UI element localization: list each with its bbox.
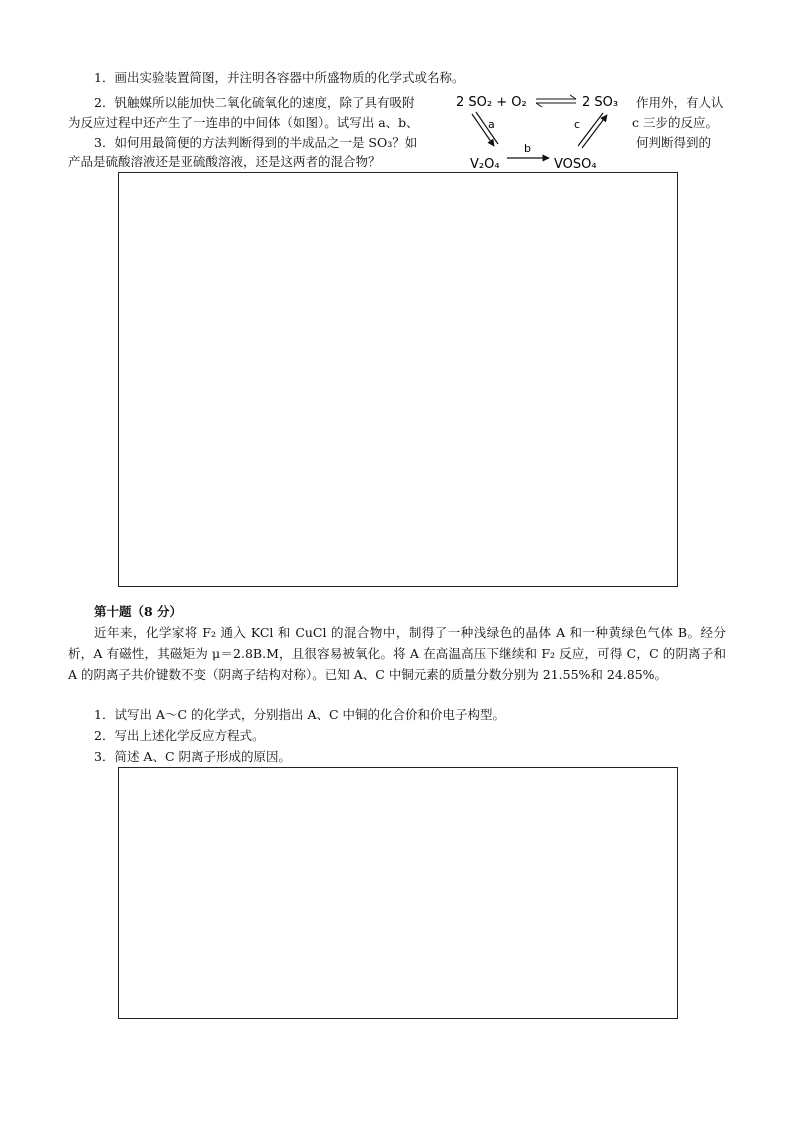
diagram-reactants: 2 SO₂ + O₂ bbox=[456, 95, 527, 110]
diagram-product: 2 SO₃ bbox=[582, 95, 619, 110]
step-c-arrow bbox=[582, 115, 607, 148]
reaction-cycle-diagram bbox=[452, 88, 636, 174]
q9-item-3-line-1: 3．如何用最简便的方法判断得到的半成品之一是 SO₃？如 bbox=[94, 135, 418, 150]
step-c-label: c bbox=[574, 118, 581, 131]
diagram-v2o4: V₂O₄ bbox=[470, 157, 500, 172]
q10-paragraph: 近年来，化学家将 F₂ 通入 KCl 和 CuCl 的混合物中，制得了一种浅绿色的晶体 A 和一种黄绿色气体 B。经分析，A 有磁性，其磁矩为 μ＝2.8B.M，且很容易被氧化。将 A 在高温高压下继续和 F₂ 反应，可得 C，C 的阴离子和 A 的阴离子共价键数不变（阴离子结构对称）。已知 A、C 中铜元素的质量分数分别为 21.55%和 24.85%。 bbox=[68, 625, 726, 682]
q10-answer-box[interactable] bbox=[118, 767, 678, 1019]
q9-item-2-line-2: 为反应过程中还产生了一连串的中间体（如图）。试写出 a、b、 bbox=[68, 115, 419, 130]
q9-item-2-line-1: 2．钒触媒所以能加快二氧化硫氧化的速度，除了具有吸附 bbox=[94, 95, 415, 110]
step-a-label: a bbox=[488, 118, 495, 131]
q10-item-1: 1．试写出 A～C 的化学式，分别指出 A、C 中铜的化合价和价电子构型。 bbox=[94, 707, 506, 722]
q9-item-2-line-1-right: 作用外，有人认 bbox=[636, 95, 724, 110]
q10-item-3: 3．简述 A、C 阴离子形成的原因。 bbox=[94, 749, 291, 764]
diagram-voso4: VOSO₄ bbox=[554, 157, 597, 172]
q9-item-3-line-1-right: 何判断得到的 bbox=[636, 135, 712, 150]
step-b-label: b bbox=[524, 142, 531, 155]
q10-item-2: 2．写出上述化学反应方程式。 bbox=[94, 728, 265, 743]
q9-item-1: 1．画出实验装置简图，并注明各容器中所盛物质的化学式或名称。 bbox=[94, 70, 465, 85]
q9-answer-box[interactable] bbox=[118, 172, 678, 587]
q9-item-3-line-2: 产品是硫酸溶液还是亚硫酸溶液，还是这两者的混合物？ bbox=[68, 154, 381, 169]
q10-heading: 第十题（8 分） bbox=[94, 604, 183, 619]
q9-item-2-line-2-right: c 三步的反应。 bbox=[632, 115, 718, 130]
